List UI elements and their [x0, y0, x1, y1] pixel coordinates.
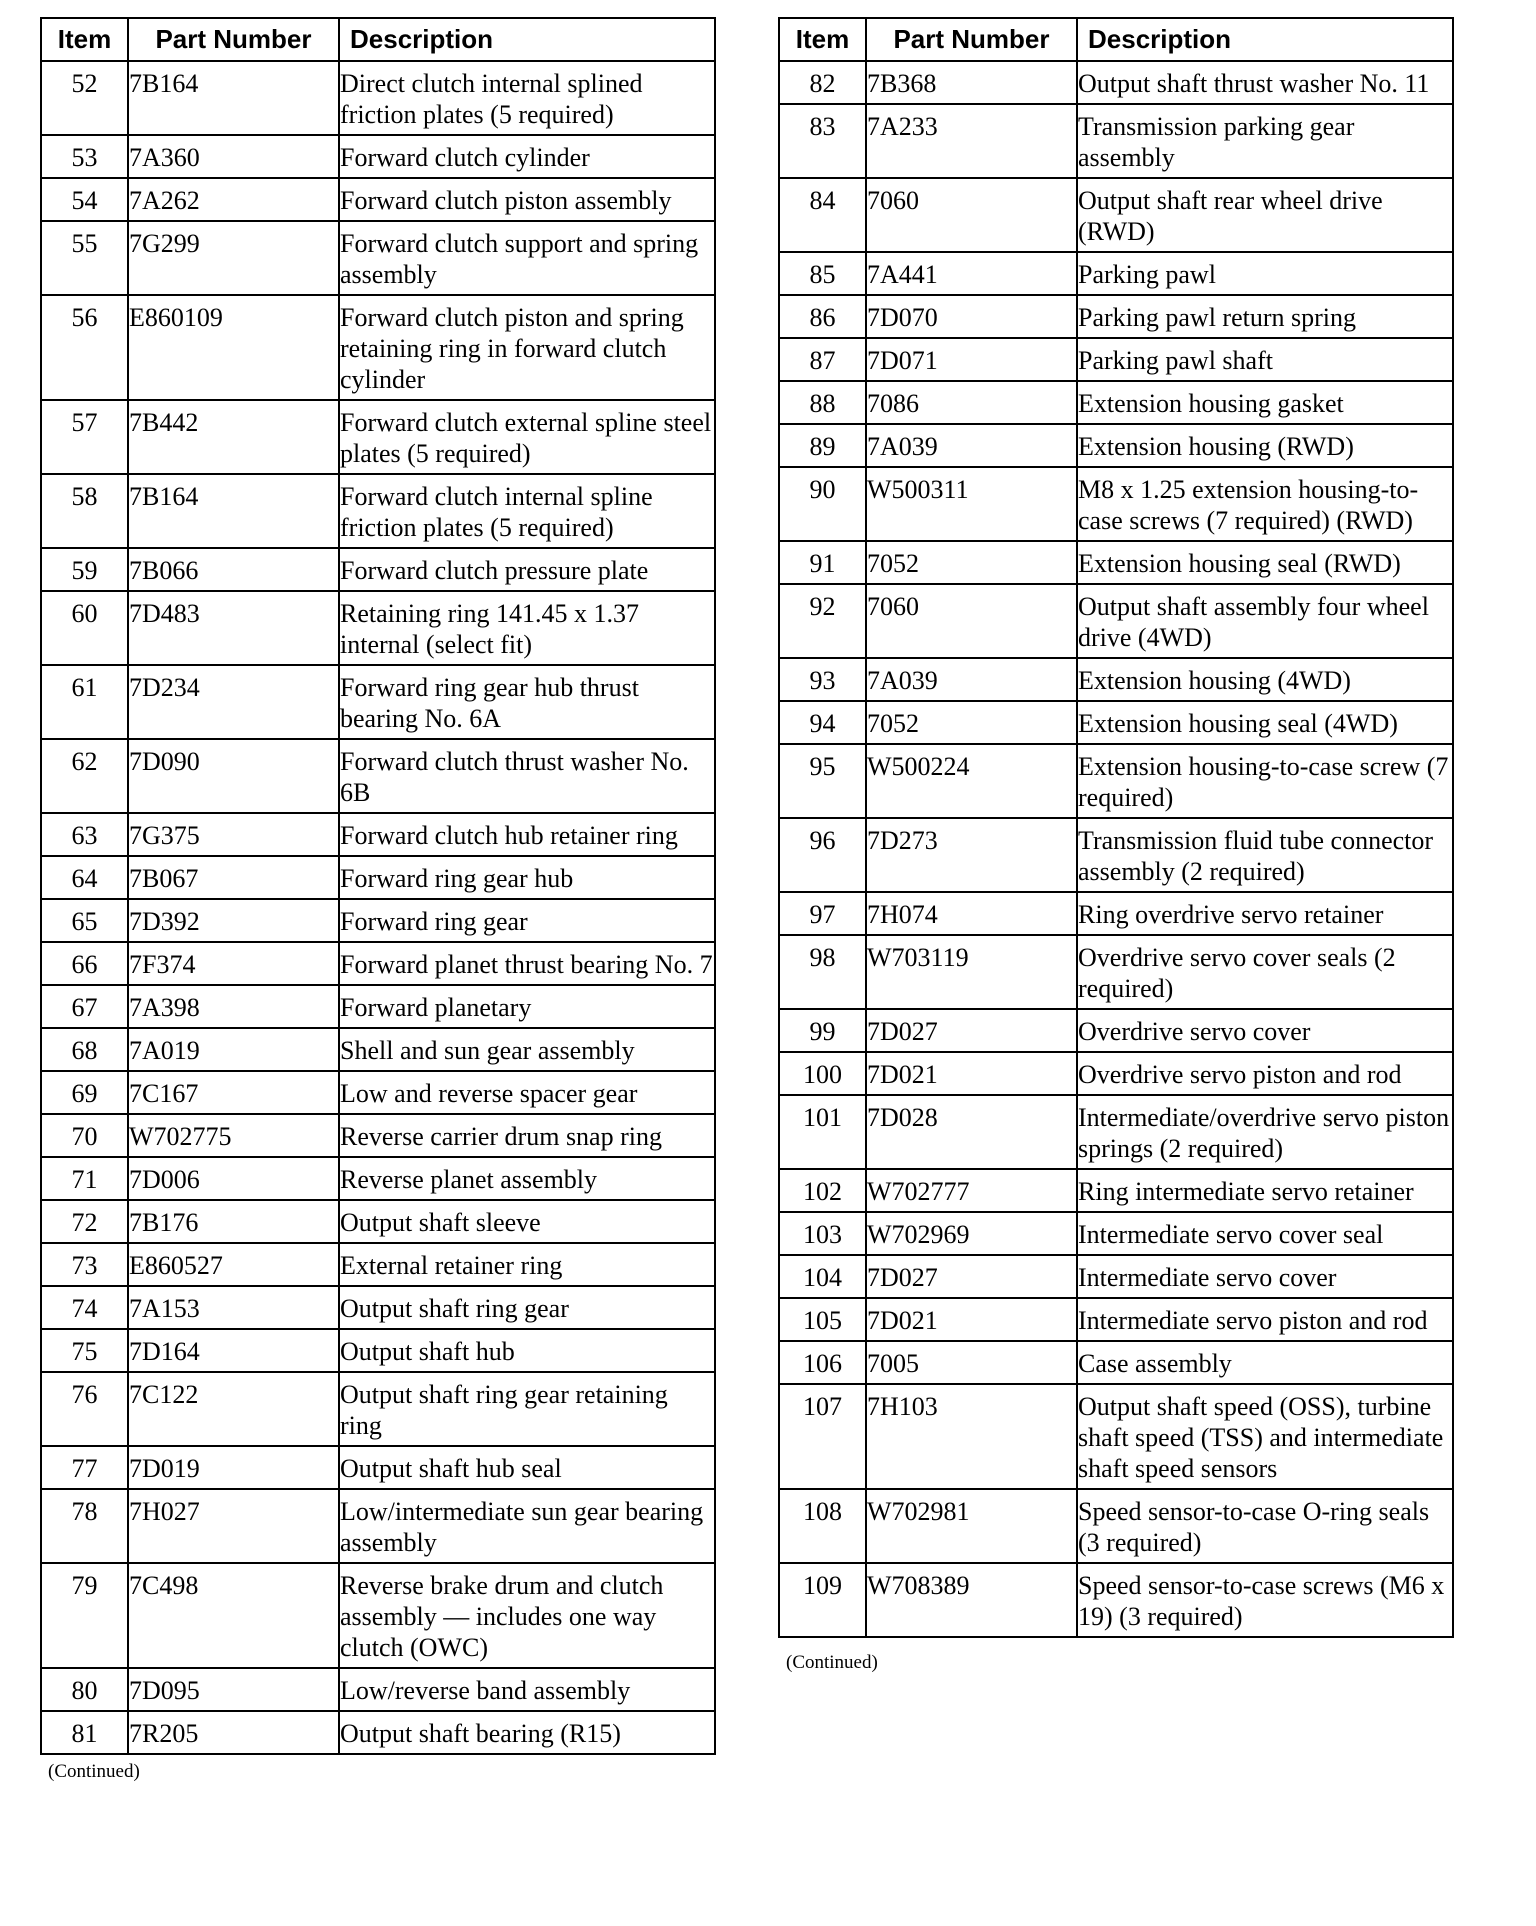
part-number-cell: 7B368 [866, 61, 1077, 104]
item-cell: 90 [779, 467, 866, 541]
description-cell: Forward clutch support and spring assembly [339, 221, 715, 295]
description-cell: Extension housing seal (RWD) [1077, 541, 1453, 584]
part-number-cell: W702775 [128, 1114, 339, 1157]
part-number-cell: W703119 [866, 935, 1077, 1009]
part-number-cell: 7A398 [128, 985, 339, 1028]
table-row [41, 739, 715, 813]
part-number-cell: 7G375 [128, 813, 339, 856]
item-cell: 66 [41, 942, 128, 985]
table-row [41, 1028, 715, 1071]
part-number-cell: 7B164 [128, 474, 339, 548]
item-cell: 98 [779, 935, 866, 1009]
description-cell: Output shaft thrust washer No. 11 [1077, 61, 1453, 104]
part-number-cell: 7D028 [866, 1095, 1077, 1169]
table-row [41, 942, 715, 985]
table-row [779, 338, 1453, 381]
continued-note-right: (Continued) [786, 1652, 878, 1673]
part-number-cell: 7D027 [866, 1009, 1077, 1052]
part-number-cell: 7D006 [128, 1157, 339, 1200]
table-row [779, 104, 1453, 178]
part-number-cell: E860109 [128, 295, 339, 400]
item-cell: 103 [779, 1212, 866, 1255]
table-row [779, 1298, 1453, 1341]
description-cell: Extension housing (4WD) [1077, 658, 1453, 701]
description-column-header: Description [339, 18, 715, 61]
part-number-cell: 7B164 [128, 61, 339, 135]
item-cell: 71 [41, 1157, 128, 1200]
table-row [41, 1711, 715, 1754]
item-cell: 109 [779, 1563, 866, 1637]
description-cell: Forward clutch internal spline friction plates (5 required) [339, 474, 715, 548]
table-row [779, 935, 1453, 1009]
description-cell: Output shaft hub [339, 1329, 715, 1372]
description-cell: Output shaft sleeve [339, 1200, 715, 1243]
part-number-cell: W702777 [866, 1169, 1077, 1212]
item-cell: 97 [779, 892, 866, 935]
part-number-cell: 7B176 [128, 1200, 339, 1243]
item-cell: 107 [779, 1384, 866, 1489]
table-row [779, 892, 1453, 935]
description-cell: Intermediate servo piston and rod [1077, 1298, 1453, 1341]
table-row [41, 295, 715, 400]
description-cell: Shell and sun gear assembly [339, 1028, 715, 1071]
item-cell: 101 [779, 1095, 866, 1169]
item-cell: 82 [779, 61, 866, 104]
item-cell: 70 [41, 1114, 128, 1157]
table-row [779, 744, 1453, 818]
item-cell: 85 [779, 252, 866, 295]
description-cell: Parking pawl shaft [1077, 338, 1453, 381]
item-cell: 88 [779, 381, 866, 424]
part-number-cell: 7B442 [128, 400, 339, 474]
part-number-cell: 7B067 [128, 856, 339, 899]
description-cell: Output shaft ring gear [339, 1286, 715, 1329]
description-cell: Low/intermediate sun gear bearing assembly [339, 1489, 715, 1563]
item-cell: 83 [779, 104, 866, 178]
part-number-cell: 7086 [866, 381, 1077, 424]
item-cell: 81 [41, 1711, 128, 1754]
table-row [779, 467, 1453, 541]
part-number-cell: W708389 [866, 1563, 1077, 1637]
item-cell: 86 [779, 295, 866, 338]
table-row [41, 1563, 715, 1668]
item-cell: 89 [779, 424, 866, 467]
description-cell: Intermediate servo cover [1077, 1255, 1453, 1298]
item-cell: 94 [779, 701, 866, 744]
item-cell: 55 [41, 221, 128, 295]
table-row [779, 1052, 1453, 1095]
description-cell: Reverse planet assembly [339, 1157, 715, 1200]
item-cell: 54 [41, 178, 128, 221]
part-number-cell: 7A262 [128, 178, 339, 221]
description-cell: Case assembly [1077, 1341, 1453, 1384]
part-number-cell: 7A019 [128, 1028, 339, 1071]
table-row [779, 1341, 1453, 1384]
table-row [779, 1489, 1453, 1563]
item-cell: 78 [41, 1489, 128, 1563]
table-row [779, 818, 1453, 892]
item-cell: 56 [41, 295, 128, 400]
right-parts-column [778, 17, 1452, 1674]
description-cell: Transmission parking gear assembly [1077, 104, 1453, 178]
table-row [41, 1372, 715, 1446]
table-row [41, 1329, 715, 1372]
table-row [779, 584, 1453, 658]
item-cell: 72 [41, 1200, 128, 1243]
part-number-cell: 7D071 [866, 338, 1077, 381]
item-cell: 91 [779, 541, 866, 584]
part-number-cell: 7060 [866, 584, 1077, 658]
description-cell: Forward clutch hub retainer ring [339, 813, 715, 856]
item-cell: 60 [41, 591, 128, 665]
description-cell: Extension housing gasket [1077, 381, 1453, 424]
part-number-cell: 7A441 [866, 252, 1077, 295]
description-cell: Ring intermediate servo retainer [1077, 1169, 1453, 1212]
item-cell: 80 [41, 1668, 128, 1711]
part-number-cell: 7D392 [128, 899, 339, 942]
part-number-cell: 7D273 [866, 818, 1077, 892]
description-cell: Forward planetary [339, 985, 715, 1028]
item-cell: 73 [41, 1243, 128, 1286]
description-cell: Extension housing-to-case screw (7 required) [1077, 744, 1453, 818]
part-number-cell: 7R205 [128, 1711, 339, 1754]
item-cell: 75 [41, 1329, 128, 1372]
item-cell: 61 [41, 665, 128, 739]
part-number-cell: 7C498 [128, 1563, 339, 1668]
table-row [41, 591, 715, 665]
item-cell: 76 [41, 1372, 128, 1446]
item-cell: 68 [41, 1028, 128, 1071]
item-cell: 62 [41, 739, 128, 813]
part-number-cell: 7D021 [866, 1052, 1077, 1095]
item-cell: 74 [41, 1286, 128, 1329]
continued-note-left: (Continued) [48, 1761, 140, 1782]
table-row [41, 1286, 715, 1329]
description-cell: Forward ring gear hub thrust bearing No. 6A [339, 665, 715, 739]
part-number-cell: 7052 [866, 541, 1077, 584]
table-row [779, 541, 1453, 584]
description-cell: Forward clutch thrust washer No. 6B [339, 739, 715, 813]
description-cell: Extension housing (RWD) [1077, 424, 1453, 467]
part-number-cell: 7A360 [128, 135, 339, 178]
left-parts-column [40, 17, 714, 1783]
item-cell: 77 [41, 1446, 128, 1489]
item-cell: 106 [779, 1341, 866, 1384]
table-row [41, 548, 715, 591]
description-cell: Intermediate/overdrive servo piston springs (2 required) [1077, 1095, 1453, 1169]
description-cell: Forward clutch piston and spring retaining ring in forward clutch cylinder [339, 295, 715, 400]
part-number-cell: 7005 [866, 1341, 1077, 1384]
description-cell: Output shaft bearing (R15) [339, 1711, 715, 1754]
item-cell: 58 [41, 474, 128, 548]
part-number-cell: 7C122 [128, 1372, 339, 1446]
item-cell: 65 [41, 899, 128, 942]
part-number-cell: 7F374 [128, 942, 339, 985]
table-row [41, 665, 715, 739]
part-number-column-header: Part Number [128, 18, 339, 61]
item-cell: 67 [41, 985, 128, 1028]
parts-table-right [778, 17, 1454, 1638]
table-row [41, 813, 715, 856]
parts-table-left-body [41, 61, 715, 1754]
description-cell: External retainer ring [339, 1243, 715, 1286]
description-cell: Forward clutch pressure plate [339, 548, 715, 591]
description-cell: Output shaft rear wheel drive (RWD) [1077, 178, 1453, 252]
description-cell: M8 x 1.25 extension housing-to-case screws (7 required) (RWD) [1077, 467, 1453, 541]
part-number-cell: 7A039 [866, 658, 1077, 701]
description-cell: Forward planet thrust bearing No. 7 [339, 942, 715, 985]
table-row [41, 1668, 715, 1711]
part-number-cell: 7B066 [128, 548, 339, 591]
description-cell: Reverse carrier drum snap ring [339, 1114, 715, 1157]
part-number-cell: W702969 [866, 1212, 1077, 1255]
item-cell: 52 [41, 61, 128, 135]
table-row [779, 381, 1453, 424]
description-cell: Speed sensor-to-case O-ring seals (3 required) [1077, 1489, 1453, 1563]
part-number-cell: 7052 [866, 701, 1077, 744]
table-row [41, 135, 715, 178]
table-row [779, 1255, 1453, 1298]
description-cell: Forward clutch cylinder [339, 135, 715, 178]
table-row [779, 1095, 1453, 1169]
description-cell: Forward ring gear hub [339, 856, 715, 899]
table-header-row [779, 18, 1453, 61]
table-row [41, 1489, 715, 1563]
description-cell: Extension housing seal (4WD) [1077, 701, 1453, 744]
part-number-cell: 7D021 [866, 1298, 1077, 1341]
part-number-cell: 7H103 [866, 1384, 1077, 1489]
item-cell: 84 [779, 178, 866, 252]
part-number-cell: W500311 [866, 467, 1077, 541]
item-cell: 92 [779, 584, 866, 658]
item-cell: 104 [779, 1255, 866, 1298]
part-number-cell: 7A039 [866, 424, 1077, 467]
table-row [779, 424, 1453, 467]
description-cell: Forward ring gear [339, 899, 715, 942]
table-row [779, 658, 1453, 701]
table-row [779, 1169, 1453, 1212]
table-row [779, 1384, 1453, 1489]
table-row [779, 1563, 1453, 1637]
description-cell: Output shaft assembly four wheel drive (4WD) [1077, 584, 1453, 658]
table-row [41, 1114, 715, 1157]
part-number-cell: 7D095 [128, 1668, 339, 1711]
part-number-cell: 7D027 [866, 1255, 1077, 1298]
item-cell: 108 [779, 1489, 866, 1563]
description-cell: Retaining ring 141.45 x 1.37 internal (select fit) [339, 591, 715, 665]
description-cell: Ring overdrive servo retainer [1077, 892, 1453, 935]
table-row [41, 221, 715, 295]
table-row [779, 61, 1453, 104]
table-row [41, 178, 715, 221]
part-number-cell: 7D019 [128, 1446, 339, 1489]
description-cell: Transmission fluid tube connector assembly (2 required) [1077, 818, 1453, 892]
description-cell: Overdrive servo cover [1077, 1009, 1453, 1052]
item-cell: 59 [41, 548, 128, 591]
item-cell: 63 [41, 813, 128, 856]
table-row [779, 178, 1453, 252]
part-number-cell: 7D483 [128, 591, 339, 665]
description-cell: Parking pawl return spring [1077, 295, 1453, 338]
description-cell: Output shaft hub seal [339, 1446, 715, 1489]
table-row [41, 1157, 715, 1200]
table-row [41, 400, 715, 474]
description-cell: Speed sensor-to-case screws (M6 x 19) (3 required) [1077, 1563, 1453, 1637]
description-cell: Forward clutch piston assembly [339, 178, 715, 221]
item-cell: 99 [779, 1009, 866, 1052]
part-number-cell: 7H027 [128, 1489, 339, 1563]
description-cell: Overdrive servo piston and rod [1077, 1052, 1453, 1095]
part-number-cell: 7D090 [128, 739, 339, 813]
part-number-cell: 7G299 [128, 221, 339, 295]
table-row [41, 1243, 715, 1286]
description-cell: Low and reverse spacer gear [339, 1071, 715, 1114]
description-cell: Parking pawl [1077, 252, 1453, 295]
part-number-cell: 7060 [866, 178, 1077, 252]
description-cell: Output shaft speed (OSS), turbine shaft speed (TSS) and intermediate shaft speed sensors [1077, 1384, 1453, 1489]
part-number-cell: 7A233 [866, 104, 1077, 178]
table-row [779, 252, 1453, 295]
table-row [41, 1200, 715, 1243]
table-row [779, 1212, 1453, 1255]
parts-table-left [40, 17, 716, 1755]
description-cell: Forward clutch external spline steel plates (5 required) [339, 400, 715, 474]
description-cell: Intermediate servo cover seal [1077, 1212, 1453, 1255]
item-cell: 96 [779, 818, 866, 892]
part-number-cell: 7C167 [128, 1071, 339, 1114]
table-row [41, 1071, 715, 1114]
description-cell: Reverse brake drum and clutch assembly — includes one way clutch (OWC) [339, 1563, 715, 1668]
description-column-header: Description [1077, 18, 1453, 61]
part-number-cell: 7D164 [128, 1329, 339, 1372]
item-column-header: Item [779, 18, 866, 61]
part-number-cell: W500224 [866, 744, 1077, 818]
part-number-cell: 7H074 [866, 892, 1077, 935]
part-number-cell: 7D070 [866, 295, 1077, 338]
table-row [779, 1009, 1453, 1052]
part-number-cell: E860527 [128, 1243, 339, 1286]
item-cell: 93 [779, 658, 866, 701]
table-row [779, 701, 1453, 744]
table-row [41, 474, 715, 548]
description-cell: Low/reverse band assembly [339, 1668, 715, 1711]
item-cell: 87 [779, 338, 866, 381]
part-number-column-header: Part Number [866, 18, 1077, 61]
table-row [41, 856, 715, 899]
item-cell: 105 [779, 1298, 866, 1341]
table-row [41, 899, 715, 942]
table-row [41, 61, 715, 135]
item-cell: 102 [779, 1169, 866, 1212]
item-cell: 57 [41, 400, 128, 474]
description-cell: Output shaft ring gear retaining ring [339, 1372, 715, 1446]
description-cell: Overdrive servo cover seals (2 required) [1077, 935, 1453, 1009]
item-cell: 100 [779, 1052, 866, 1095]
description-cell: Direct clutch internal splined friction plates (5 required) [339, 61, 715, 135]
table-row [41, 1446, 715, 1489]
table-header-row [41, 18, 715, 61]
item-cell: 64 [41, 856, 128, 899]
table-row [779, 295, 1453, 338]
item-cell: 95 [779, 744, 866, 818]
table-row [41, 985, 715, 1028]
item-cell: 69 [41, 1071, 128, 1114]
part-number-cell: 7A153 [128, 1286, 339, 1329]
item-column-header: Item [41, 18, 128, 61]
part-number-cell: W702981 [866, 1489, 1077, 1563]
item-cell: 79 [41, 1563, 128, 1668]
parts-table-right-body [779, 61, 1453, 1637]
part-number-cell: 7D234 [128, 665, 339, 739]
item-cell: 53 [41, 135, 128, 178]
